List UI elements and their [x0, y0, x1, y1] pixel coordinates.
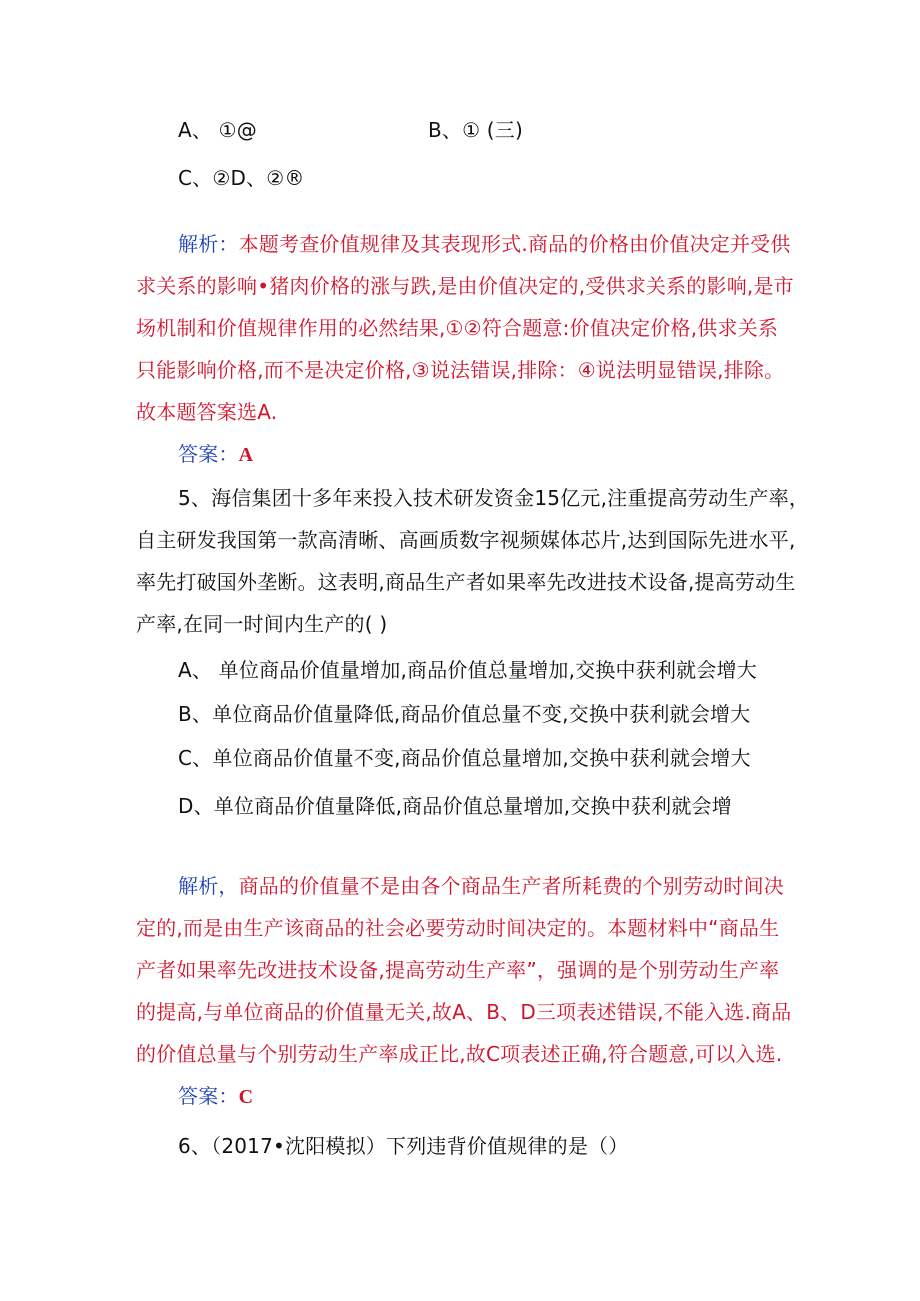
q4-analysis-text-1: 本题考查价值规律及其表现形式.商品的价格由价值决定并受供 [238, 232, 791, 256]
q5-stem-line-4: 产率,在同一时间内生产的( ) [136, 612, 388, 636]
q5-answer-label: 答案： [178, 1084, 239, 1108]
q4-analysis-line-3: 场机制和价值规律作用的必然结果,①②符合题意:价值决定价格,供求关系 [136, 316, 779, 340]
q5-analysis-text-1: 商品的价值量不是由各个商品生产者所耗费的个别劳动时间决 [238, 874, 785, 898]
q5-stem-line-3: 率先打破国外垄断。这表明,商品生产者如果率先改进技术设备,提高劳动生 [136, 570, 796, 594]
q5-answer-value: C [238, 1086, 254, 1108]
q5-analysis-line-1 [178, 872, 784, 900]
q6-stem: 6、（2017•沈阳模拟）下列违背价值规律的是（） [178, 1134, 629, 1158]
q4-analysis-line-2: 求关系的影响•猪肉价格的涨与跌,是由价值决定的,受供求关系的影响,是市 [136, 274, 794, 298]
q5-analysis-line-4: 的提高,与单位商品的价值量无关,故A、B、D三项表述错误,不能入选.商品 [136, 1000, 792, 1024]
q5-analysis-label: 解析， [178, 874, 239, 898]
q5-option-a: A、 单位商品价值量增加,商品价值总量增加,交换中获利就会增大 [178, 658, 757, 682]
q4-answer-label: 答案： [178, 442, 239, 466]
q5-option-c: C、单位商品价值量不变,商品价值总量增加,交换中获利就会增大 [178, 746, 751, 770]
q4-option-b: B、① (三) [428, 118, 524, 142]
q4-analysis-line-5: 故本题答案选A. [136, 400, 278, 424]
q5-analysis-line-2: 定的,而是由生产该商品的社会必要劳动时间决定的。本题材料中“商品生 [136, 916, 780, 940]
q4-analysis-line-1 [178, 230, 791, 258]
q5-analysis-line-5: 的价值总量与个别劳动生产率成正比,故C项表述正确,符合题意,可以入选. [136, 1042, 783, 1066]
q4-analysis-label: 解析： [178, 232, 239, 256]
q5-option-d: D、单位商品价值量降低,商品价值总量增加,交换中获利就会增 [178, 794, 732, 818]
q4-answer-value: A [238, 444, 254, 466]
q4-analysis-line-4: 只能影响价格,而不是决定价格,③说法错误,排除：④说法明显错误,排除。 [136, 358, 785, 382]
q5-stem-line-1: 5、海信集团十多年来投入技术研发资金15亿元,注重提高劳动生产率， [178, 486, 810, 510]
q4-answer [178, 440, 253, 469]
q4-option-a: A、 ①@ [178, 118, 257, 142]
q5-analysis-line-3: 产者如果率先改进技术设备,提高劳动生产率”，强调的是个别劳动生产率 [136, 958, 780, 982]
q5-stem-line-2: 自主研发我国第一款高清晰、高画质数字视频媒体芯片,达到国际先进水平, [136, 528, 796, 552]
q4-option-c-d: C、②D、②® [178, 166, 305, 190]
q5-option-b: B、单位商品价值量降低,商品价值总量不变,交换中获利就会增大 [178, 702, 751, 726]
q5-answer [178, 1082, 253, 1111]
